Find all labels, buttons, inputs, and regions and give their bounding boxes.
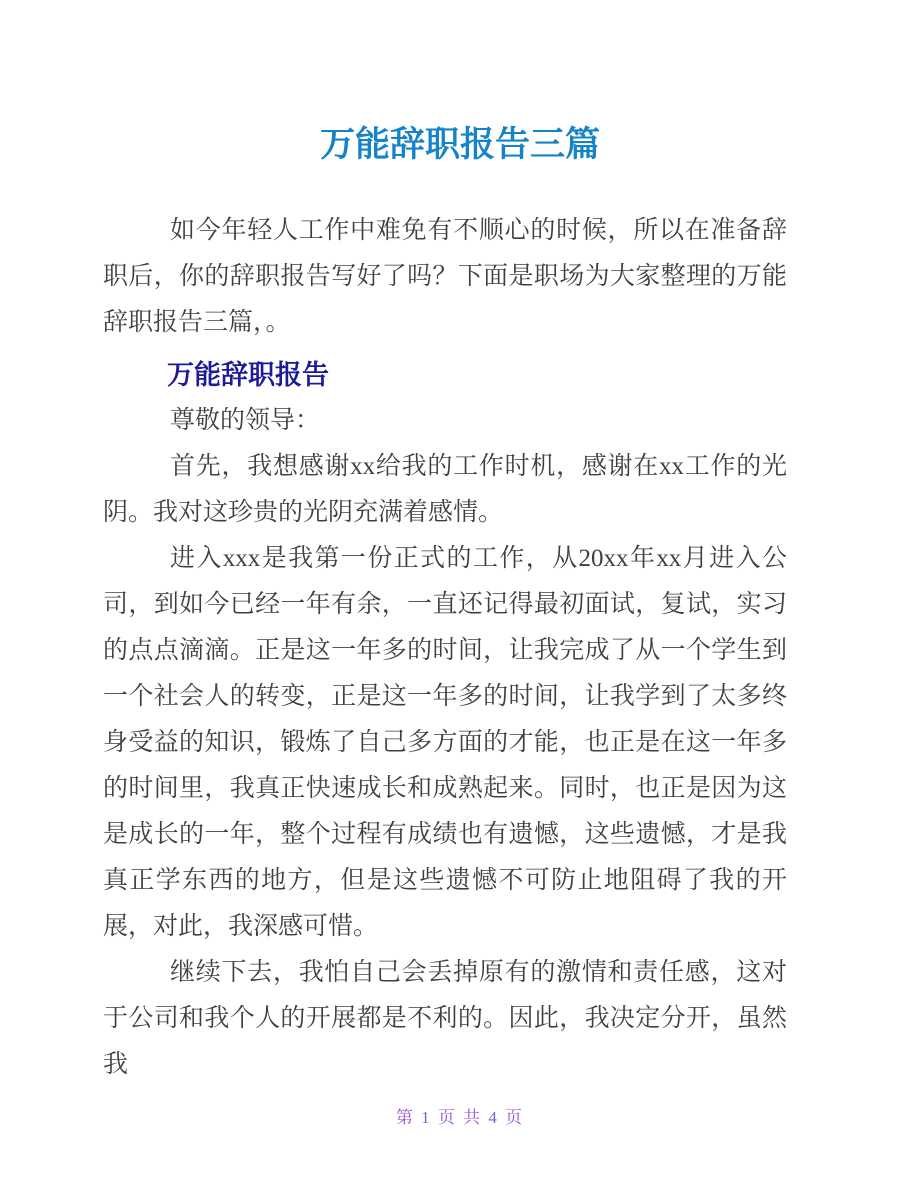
page-footer bbox=[0, 1106, 920, 1130]
page-number-current: 1 bbox=[421, 1108, 432, 1127]
body-paragraph: 继续下去，我怕自己会丢掉原有的激情和责任感，这对于公司和我个人的开展都是不利的。因此，我决定分开，虽然我 bbox=[103, 959, 787, 1078]
body-paragraph: 首先，我想感谢xx给我的工作时机，感谢在xx工作的光阴。我对这珍贵的光阴充满着感情。 bbox=[103, 453, 787, 526]
intro-paragraph: 如今年轻人工作中难免有不顺心的时候，所以在准备辞职后，你的辞职报告写好了吗？下面是职场为大家整理的万能辞职报告三篇，。 bbox=[103, 217, 787, 336]
page-number-total: 4 bbox=[488, 1108, 499, 1127]
section-heading: 万能辞职报告 bbox=[167, 360, 329, 390]
document-body bbox=[103, 208, 787, 1088]
body-paragraph: 进入xxx是我第一份正式的工作，从20xx年xx月进入公司，到如今已经一年有余，一直还记得最初面试，复试，实习的点点滴滴。正是这一年多的时间，让我完成了从一个学生到一个社会人的转变，正是这一年多的时间，让我学到了太多终身受益的知识，锻炼了自己多方面的才能，也正是在这一年多的时间里，我真正快速成长和成熟起来。同时，也正是因为这是成长的一年，整个过程有成绩也有遗憾，这些遗憾，才是我真正学东西的地方，但是这些遗憾不可防止地阻碍了我的开展，对此，我深感可惜。 bbox=[103, 545, 787, 940]
salutation: 尊敬的领导： bbox=[170, 407, 321, 434]
document-title: 万能辞职报告三篇 bbox=[319, 125, 600, 164]
footer-label-page: 第 bbox=[395, 1108, 422, 1127]
footer-label-suffix: 页 bbox=[498, 1108, 525, 1127]
footer-label-middle: 页 共 bbox=[431, 1108, 489, 1127]
